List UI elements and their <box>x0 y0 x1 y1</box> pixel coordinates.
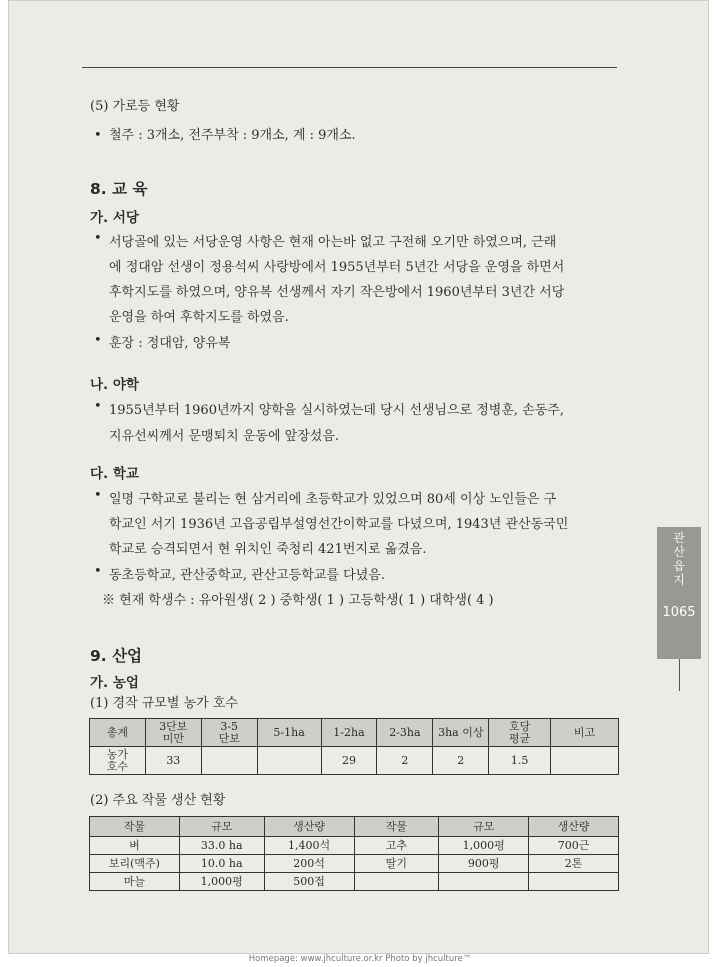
seodang-title: 가. 서당 <box>90 210 139 226</box>
school-line-1: 일명 구학교로 불리는 현 삼거리에 초등학교가 있었으며 80세 이상 노인들은 구 <box>109 492 557 507</box>
section-5-title: (5) 가로등 현황 <box>90 99 180 114</box>
header-cell: 2-3ha <box>377 719 433 747</box>
table-cell: 1,400석 <box>264 837 354 855</box>
table-cell: 29 <box>321 747 377 775</box>
bullet-icon: • <box>94 128 102 143</box>
section-8-title: 8. 교 육 <box>90 180 148 198</box>
table-cell: 200석 <box>264 855 354 873</box>
header-cell: 3단보 미만 <box>145 719 201 747</box>
header-cell: 5-1ha <box>257 719 321 747</box>
school-title: 다. 학교 <box>90 466 139 482</box>
header-cell: 작물 <box>354 817 439 837</box>
header-cell: 생산량 <box>264 817 354 837</box>
crop-production-table <box>89 816 619 891</box>
header-cell: 비고 <box>551 719 619 747</box>
table-cell: 농가 호수 <box>90 747 146 775</box>
book-page <box>8 0 709 954</box>
seodang-line-1: 서당골에 있는 서당운영 사항은 현재 아는바 없고 구전해 오기만 하였으며, 근래 <box>109 235 557 250</box>
header-cell: 1-2ha <box>321 719 377 747</box>
header-cell: 3ha 이상 <box>433 719 489 747</box>
table-cell <box>257 747 321 775</box>
table-cell: 고추 <box>354 837 439 855</box>
table-cell: 700근 <box>529 837 619 855</box>
header-cell: 생산량 <box>529 817 619 837</box>
student-count: ※ 현재 학생수 : 유아원생( 2 ) 중학생( 1 ) 고등학생( 1 ) 대학생( 4 ) <box>102 593 494 608</box>
table-cell: 딸기 <box>354 855 439 873</box>
table-cell <box>439 873 529 891</box>
header-cell: 총계 <box>90 719 146 747</box>
photo-credit-footer: Homepage: www.jhculture.or.kr Photo by jhculture™ <box>248 954 472 964</box>
table-cell: 1.5 <box>489 747 551 775</box>
section-9-title: 9. 산업 <box>90 647 143 665</box>
streetlight-line: 철주 : 3개소, 전주부착 : 9개소, 계 : 9개소. <box>109 128 356 143</box>
table-cell: 벼 <box>90 837 180 855</box>
header-cell: 규모 <box>179 817 264 837</box>
school-list: 동초등학교, 관산중학교, 관산고등학교를 다녔음. <box>109 568 385 583</box>
table1-title: (1) 경작 규모별 농가 호수 <box>90 696 238 711</box>
table-cell: 1,000평 <box>439 837 529 855</box>
table-cell: 900평 <box>439 855 529 873</box>
school-line-3: 학교로 승격되면서 현 위치인 죽청리 421번지로 옮겼음. <box>109 542 427 557</box>
chapter-label: 관산읍지 <box>673 531 685 587</box>
table-cell <box>551 747 619 775</box>
table-cell: 마늘 <box>90 873 180 891</box>
table-cell: 보리(맥주) <box>90 855 180 873</box>
header-cell: 작물 <box>90 817 180 837</box>
table-cell: 10.0 ha <box>179 855 264 873</box>
table-cell: 2톤 <box>529 855 619 873</box>
bullet-icon: • <box>94 399 102 414</box>
table-cell: 500접 <box>264 873 354 891</box>
seodang-line-4: 운영을 하여 후학지도를 하였음. <box>109 310 289 325</box>
bullet-icon: • <box>94 333 102 348</box>
seodang-line-2: 에 정대암 선생이 정용석씨 사랑방에서 1955년부터 5년간 서당을 운영을 하면서 <box>109 260 565 275</box>
night-school-line-2: 지유선씨께서 문맹퇴치 운동에 앞장섰음. <box>109 429 340 444</box>
table-cell: 33.0 ha <box>179 837 264 855</box>
table-cell <box>529 873 619 891</box>
header-cell: 호당 평균 <box>489 719 551 747</box>
night-school-title: 나. 야학 <box>90 377 139 393</box>
table2-title: (2) 주요 작물 생산 현황 <box>90 793 226 808</box>
header-rule <box>82 67 617 68</box>
header-cell: 3-5 단보 <box>201 719 257 747</box>
table-cell <box>354 873 439 891</box>
table-cell: 2 <box>433 747 489 775</box>
bullet-icon: • <box>94 488 102 503</box>
table-cell <box>201 747 257 775</box>
bullet-icon: • <box>94 231 102 246</box>
side-rule <box>679 659 680 691</box>
agriculture-title: 가. 농업 <box>90 675 139 691</box>
header-cell: 규모 <box>439 817 529 837</box>
seodang-teacher: 훈장 : 정대암, 양유복 <box>109 336 231 351</box>
night-school-line-1: 1955년부터 1960년까지 양학을 실시하였는데 당시 선생님으로 정병훈, 손동주, <box>109 403 564 418</box>
seodang-line-3: 후학지도를 하였으며, 양유복 선생께서 자기 작은방에서 1960년부터 3년간 서당 <box>109 285 565 300</box>
page-number: 1065 <box>662 605 696 620</box>
table-cell: 2 <box>377 747 433 775</box>
table-cell: 1,000평 <box>179 873 264 891</box>
school-line-2: 학교인 서기 1936년 고읍공립부설영선간이학교를 다녔으며, 1943년 관산동국민 <box>109 517 569 532</box>
farm-size-table <box>89 718 619 775</box>
bullet-icon: • <box>94 564 102 579</box>
table-cell: 33 <box>145 747 201 775</box>
